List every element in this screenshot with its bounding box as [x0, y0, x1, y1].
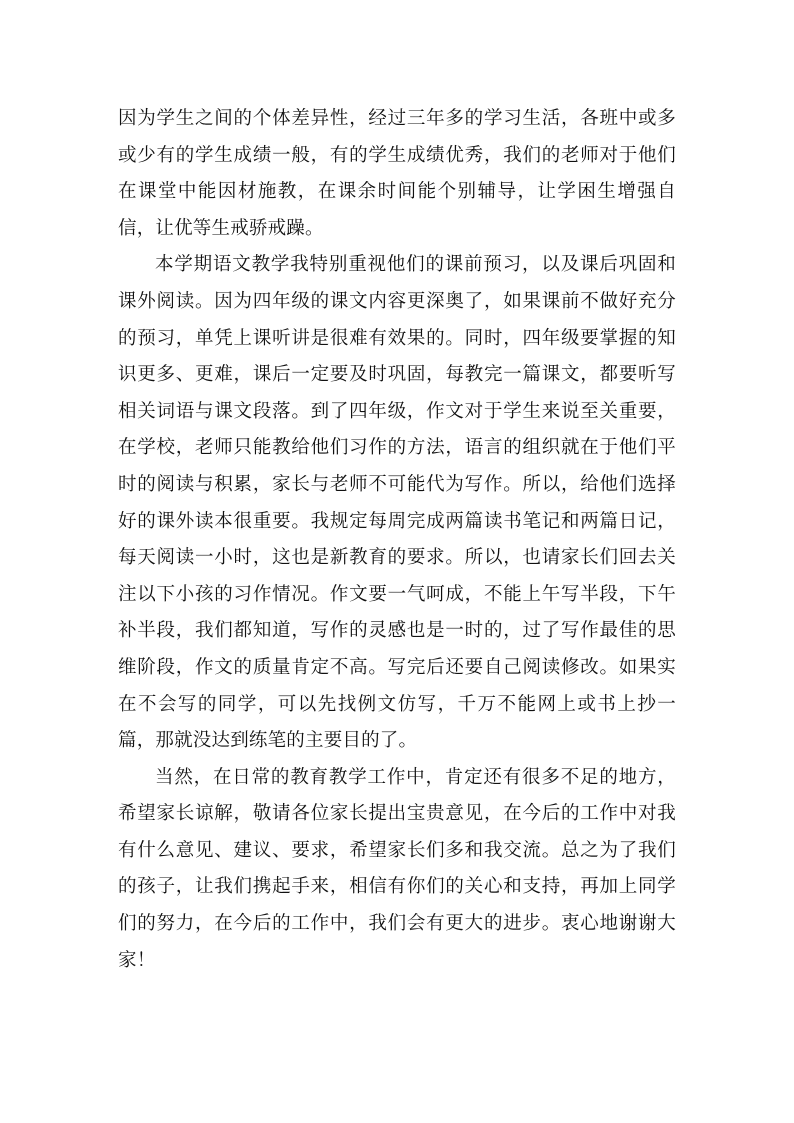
paragraph: 本学期语文教学我特别重视他们的课前预习，以及课后巩固和课外阅读。因为四年级的课文内容更深奥了，如果课前不做好充分的预习，单凭上课听讲是很难有效果的。同时，四年级要掌握的知识更多、更难，课后一定要及时巩固，每教完一篇课文，都要听写相关词语与课文段落。到了四年级，作文对于学生来说至关重要，在学校，老师只能教给他们习作的方法，语言的组织就在于他们平时的阅读与积累，家长与老师不可能代为写作。所以，给他们选择好的课外读本很重要。我规定每周完成两篇读书笔记和两篇日记，每天阅读一小时，这也是新教育的要求。所以，也请家长们回去关注以下小孩的习作情况。作文要一气呵成，不能上午写半段，下午补半段，我们都知道，写作的灵感也是一时的，过了写作最佳的思维阶段，作文的质量肯定不高。写完后还要自己阅读修改。如果实在不会写的同学，可以先找例文仿写，千万不能网上或书上抄一篇，那就没达到练笔的主要目的了。 [118, 254, 676, 752]
document-body [118, 101, 676, 979]
paragraph: 因为学生之间的个体差异性，经过三年多的学习生活，各班中或多或少有的学生成绩一般，有的学生成绩优秀，我们的老师对于他们在课堂中能因材施教，在课余时间能个别辅导，让学困生增强自信，让优等生戒骄戒躁。 [118, 108, 676, 239]
paragraph: 当然，在日常的教育教学工作中，肯定还有很多不足的地方，希望家长谅解，敬请各位家长提出宝贵意见，在今后的工作中对我有什么意见、建议、要求，希望家长们多和我交流。总之为了我们的孩子，让我们携起手来，相信有你们的关心和支持，再加上同学们的努力，在今后的工作中，我们会有更大的进步。衷心地谢谢大家！ [118, 766, 676, 971]
